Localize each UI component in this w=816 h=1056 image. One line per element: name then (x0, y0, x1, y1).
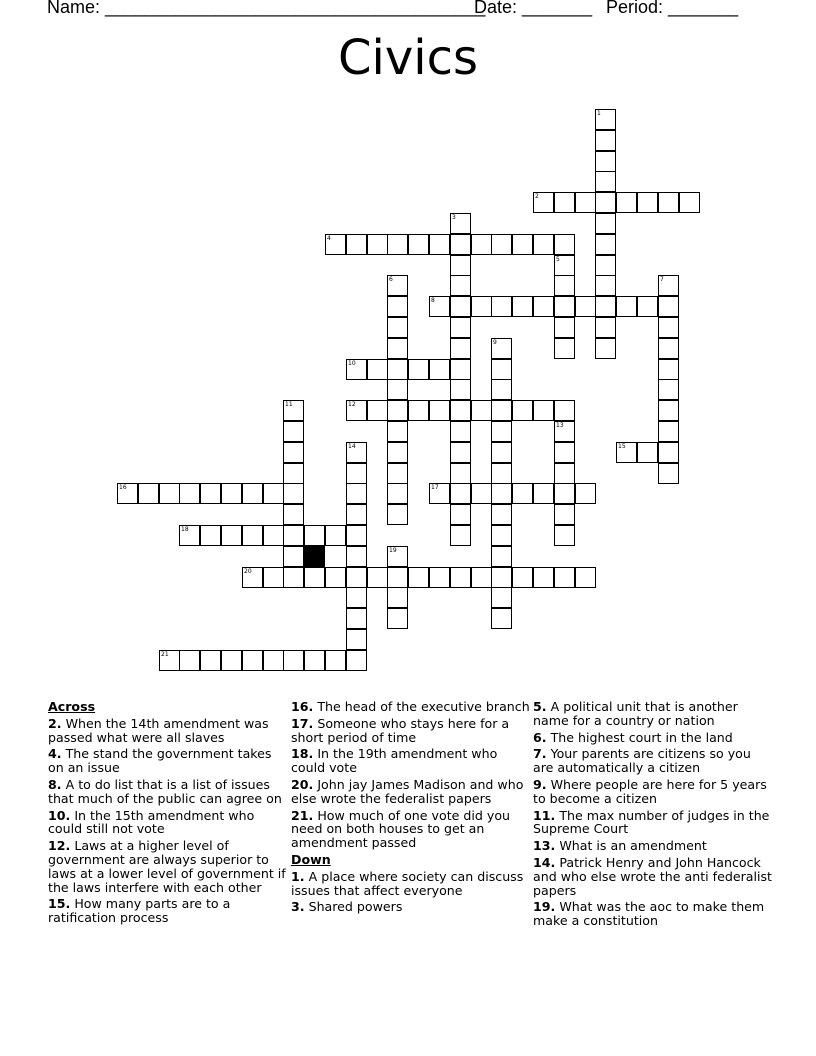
crossword-cell[interactable] (491, 463, 512, 484)
clue-item (48, 747, 288, 775)
crossword-cell[interactable] (179, 650, 200, 671)
crossword-cell[interactable] (637, 296, 658, 317)
crossword-cell[interactable] (637, 442, 658, 463)
crossword-cell[interactable] (491, 483, 512, 504)
crossword-cell[interactable] (387, 463, 408, 484)
crossword-cell[interactable] (554, 442, 575, 463)
crossword-cell[interactable] (450, 255, 471, 276)
crossword-cell[interactable] (283, 483, 304, 504)
crossword-cell[interactable] (595, 255, 616, 276)
crossword-cell[interactable] (491, 525, 512, 546)
crossword-cell[interactable] (450, 567, 471, 588)
crossword-cell[interactable] (471, 567, 492, 588)
crossword-cell[interactable] (387, 275, 408, 296)
clue-number: 18 (181, 526, 189, 533)
clue-text: Your parents are citizens so you are automatically a citizen (533, 746, 751, 776)
crossword-cell[interactable] (346, 504, 367, 525)
crossword-cell[interactable] (595, 109, 616, 130)
crossword-cell[interactable] (346, 608, 367, 629)
crossword-cell[interactable] (408, 234, 429, 255)
crossword-cell[interactable] (450, 234, 471, 255)
clue-number: 13 (556, 422, 564, 429)
crossword-cell[interactable] (200, 525, 221, 546)
crossword-cell[interactable] (387, 234, 408, 255)
clue-number-label: 8. (48, 776, 62, 792)
crossword-cell[interactable] (387, 587, 408, 608)
crossword-cell[interactable] (575, 192, 596, 213)
crossword-cell[interactable] (304, 567, 325, 588)
clue-number-label: 1. (291, 868, 305, 884)
crossword-cell[interactable] (346, 400, 367, 421)
crossword-cell[interactable] (346, 442, 367, 463)
crossword-cell[interactable] (658, 359, 679, 380)
clue-text: Laws at a higher level of government are always superior to laws at a lower level of government if the laws interfere with each other (48, 838, 286, 895)
clue-number-label: 17. (291, 715, 314, 731)
clue-text: Where people are here for 5 years to become a citizen (533, 776, 767, 806)
crossword-cell[interactable] (491, 504, 512, 525)
crossword-cell[interactable] (658, 379, 679, 400)
crossword-cell[interactable] (242, 525, 263, 546)
clue-item (533, 900, 773, 928)
crossword-cell[interactable] (637, 192, 658, 213)
crossword-cell[interactable] (491, 234, 512, 255)
crossword-cell[interactable] (221, 650, 242, 671)
crossword-cell[interactable] (242, 567, 263, 588)
crossword-cell[interactable] (200, 650, 221, 671)
crossword-cell[interactable] (387, 504, 408, 525)
clue-number-label: 2. (48, 715, 62, 731)
crossword-cell[interactable] (491, 567, 512, 588)
crossword-cell[interactable] (512, 483, 533, 504)
clues-column-1 (48, 700, 288, 928)
crossword-cell[interactable] (367, 567, 388, 588)
crossword-cell[interactable] (575, 567, 596, 588)
clue-text: What was the aoc to make them make a constitution (533, 899, 765, 929)
crossword-cell[interactable] (491, 379, 512, 400)
crossword-cell[interactable] (554, 463, 575, 484)
clue-item (48, 809, 288, 837)
clue-number: 21 (161, 651, 169, 658)
clue-text: In the 15th amendment who could still not vote (48, 807, 255, 837)
crossword-cell[interactable] (554, 317, 575, 338)
crossword-cell[interactable] (346, 483, 367, 504)
crossword-cell[interactable] (450, 504, 471, 525)
name-field-label: Name: ______________________________________ (47, 0, 486, 17)
crossword-cell[interactable] (221, 483, 242, 504)
crossword-cell[interactable] (533, 567, 554, 588)
crossword-cell[interactable] (283, 504, 304, 525)
crossword-cell[interactable] (491, 442, 512, 463)
clue-item (48, 717, 288, 745)
crossword-cell[interactable] (304, 525, 325, 546)
crossword-cell[interactable] (491, 296, 512, 317)
clue-item (48, 778, 288, 806)
clue-item (291, 870, 531, 898)
clue-text: How many parts are to a ratification process (48, 896, 231, 926)
clue-number: 9 (493, 339, 497, 346)
crossword-cell[interactable] (325, 567, 346, 588)
crossword-cell[interactable] (450, 483, 471, 504)
crossword-cell[interactable] (408, 567, 429, 588)
crossword-cell[interactable] (595, 213, 616, 234)
crossword-cell[interactable] (554, 192, 575, 213)
clue-item (291, 809, 531, 850)
crossword-cell[interactable] (554, 400, 575, 421)
crossword-cell[interactable] (117, 483, 138, 504)
crossword-cell[interactable] (554, 296, 575, 317)
crossword-cell[interactable] (658, 463, 679, 484)
crossword-cell[interactable] (595, 234, 616, 255)
crossword-cell[interactable] (408, 400, 429, 421)
crossword-cell[interactable] (408, 359, 429, 380)
crossword-cell[interactable] (179, 483, 200, 504)
clue-text: Shared powers (308, 899, 403, 915)
crossword-cell[interactable] (387, 442, 408, 463)
crossword-cell[interactable] (387, 317, 408, 338)
crossword-cell[interactable] (450, 296, 471, 317)
crossword-cell[interactable] (387, 546, 408, 567)
clue-number: 8 (431, 297, 435, 304)
crossword-cell[interactable] (554, 483, 575, 504)
crossword-cell[interactable] (616, 192, 637, 213)
clue-text: John jay James Madison and who else wrote the federalist papers (291, 776, 524, 806)
crossword-cell[interactable] (471, 483, 492, 504)
crossword-cell[interactable] (595, 171, 616, 192)
crossword-cell[interactable] (283, 463, 304, 484)
crossword-cell[interactable] (283, 546, 304, 567)
crossword-cell[interactable] (554, 234, 575, 255)
crossword-cell[interactable] (595, 192, 616, 213)
date-field-label: Date: _______ (474, 0, 593, 17)
crossword-cell[interactable] (512, 234, 533, 255)
crossword-cell[interactable] (367, 234, 388, 255)
crossword-cell[interactable] (554, 504, 575, 525)
period-field-label: Period: _______ (606, 0, 739, 17)
crossword-cell[interactable] (387, 421, 408, 442)
crossword-cell[interactable] (450, 442, 471, 463)
crossword-cell[interactable] (387, 567, 408, 588)
crossword-cell[interactable] (491, 338, 512, 359)
clue-number: 15 (618, 443, 626, 450)
clue-number-label: 5. (533, 699, 547, 714)
crossword-cell[interactable] (450, 275, 471, 296)
crossword-cell[interactable] (325, 650, 346, 671)
crossword-cell[interactable] (491, 587, 512, 608)
clue-text: The highest court in the land (550, 729, 733, 745)
crossword-cell[interactable] (595, 275, 616, 296)
crossword-cell[interactable] (387, 296, 408, 317)
crossword-cell[interactable] (283, 525, 304, 546)
crossword-cell[interactable] (346, 650, 367, 671)
crossword-cell[interactable] (554, 255, 575, 276)
crossword-cell[interactable] (533, 192, 554, 213)
clue-number: 7 (660, 276, 664, 283)
clue-item (48, 897, 288, 925)
clue-item (291, 900, 531, 914)
crossword-cell[interactable] (616, 296, 637, 317)
clue-text: What is an amendment (559, 838, 707, 854)
clue-item (533, 747, 773, 775)
crossword-cell[interactable] (450, 379, 471, 400)
clue-item (291, 778, 531, 806)
crossword-cell[interactable] (429, 234, 450, 255)
crossword-cell[interactable] (450, 317, 471, 338)
clue-text: A to do list that is a list of issues that much of the public can agree on (48, 776, 282, 806)
clue-text: The stand the government takes on an issue (48, 746, 272, 776)
clue-text: Patrick Henry and John Hancock and who else wrote the anti federalist papers (533, 854, 772, 898)
clue-number: 5 (556, 256, 560, 263)
crossword-cell[interactable] (283, 421, 304, 442)
crossword-cell[interactable] (658, 296, 679, 317)
crossword-cell[interactable] (283, 650, 304, 671)
crossword-cell[interactable] (471, 296, 492, 317)
crossword-cell[interactable] (471, 234, 492, 255)
crossword-cell[interactable] (283, 442, 304, 463)
clues-column-2 (291, 700, 531, 917)
clue-number-label: 11. (533, 807, 556, 823)
clue-number-label: 14. (533, 854, 556, 870)
crossword-cell[interactable] (575, 483, 596, 504)
clue-text: The head of the executive branch (317, 699, 530, 714)
crossword-cell[interactable] (263, 567, 284, 588)
crossword-cell[interactable] (242, 650, 263, 671)
clue-item (291, 747, 531, 775)
crossword-cell[interactable] (387, 608, 408, 629)
clue-number-label: 3. (291, 899, 305, 915)
crossword-cell[interactable] (138, 483, 159, 504)
clue-item (291, 717, 531, 745)
crossword-cell[interactable] (658, 192, 679, 213)
crossword-cell[interactable] (159, 650, 180, 671)
crossword-cell[interactable] (575, 296, 596, 317)
clue-number: 6 (389, 276, 393, 283)
clue-number-label: 7. (533, 746, 547, 762)
crossword-cell[interactable] (554, 567, 575, 588)
crossword-cell[interactable] (179, 525, 200, 546)
crossword-cell[interactable] (595, 151, 616, 172)
crossword-cell[interactable] (554, 338, 575, 359)
crossword-cell[interactable] (595, 338, 616, 359)
clue-number: 12 (348, 401, 356, 408)
crossword-cell[interactable] (387, 379, 408, 400)
clue-number: 16 (119, 484, 127, 491)
clue-item (533, 809, 773, 837)
crossword-cell[interactable] (491, 359, 512, 380)
crossword-cell[interactable] (325, 525, 346, 546)
crossword-cell[interactable] (221, 525, 242, 546)
crossword-cell[interactable] (512, 400, 533, 421)
crossword-cell[interactable] (263, 525, 284, 546)
clue-number: 17 (431, 484, 439, 491)
crossword-cell[interactable] (658, 275, 679, 296)
crossword-cell[interactable] (658, 338, 679, 359)
crossword-cell[interactable] (304, 650, 325, 671)
clue-number-label: 20. (291, 776, 314, 792)
clue-number-label: 18. (291, 746, 314, 762)
clue-text: When the 14th amendment was passed what were all slaves (48, 715, 269, 745)
clue-item (291, 700, 531, 714)
crossword-cell[interactable] (658, 421, 679, 442)
crossword-cell[interactable] (159, 483, 180, 504)
crossword-cell[interactable] (450, 213, 471, 234)
crossword-cell[interactable] (346, 587, 367, 608)
crossword-cell[interactable] (346, 525, 367, 546)
crossword-cell[interactable] (491, 421, 512, 442)
crossword-cell[interactable] (450, 463, 471, 484)
clue-text: Someone who stays here for a short period of time (291, 715, 510, 745)
clue-number-label: 4. (48, 746, 62, 762)
crossword-cell[interactable] (429, 296, 450, 317)
clue-number-label: 9. (533, 776, 547, 792)
clue-number-label: 6. (533, 729, 547, 745)
clue-number: 20 (244, 568, 252, 575)
crossword-cell[interactable] (367, 359, 388, 380)
clue-item (48, 839, 288, 894)
crossword-cell[interactable] (533, 234, 554, 255)
crossword-cell[interactable] (346, 234, 367, 255)
crossword-cell[interactable] (325, 234, 346, 255)
crossword-cell[interactable] (471, 400, 492, 421)
clue-number-label: 19. (533, 899, 556, 915)
clue-number: 2 (535, 193, 539, 200)
crossword-cell[interactable] (346, 567, 367, 588)
crossword-cell[interactable] (491, 546, 512, 567)
crossword-cell[interactable] (450, 400, 471, 421)
crossword-cell[interactable] (554, 525, 575, 546)
crossword-cell[interactable] (595, 130, 616, 151)
clue-item (533, 731, 773, 745)
crossword-cell[interactable] (595, 317, 616, 338)
crossword-cell[interactable] (450, 525, 471, 546)
crossword-cell[interactable] (595, 296, 616, 317)
clue-number: 4 (327, 235, 331, 242)
clue-text: A political unit that is another name for a country or nation (533, 699, 738, 728)
crossword-cell[interactable] (200, 483, 221, 504)
clue-item (533, 778, 773, 806)
clues-column-3 (533, 700, 773, 931)
clue-number-label: 10. (48, 807, 71, 823)
crossword-cell[interactable] (263, 650, 284, 671)
clue-number: 3 (452, 214, 456, 221)
across-heading: Across (48, 699, 96, 714)
crossword-cell[interactable] (429, 483, 450, 504)
clue-number-label: 21. (291, 807, 314, 823)
crossword-cell[interactable] (429, 400, 450, 421)
crossword-cell[interactable] (346, 359, 367, 380)
crossword-cell[interactable] (346, 629, 367, 650)
crossword-cell[interactable] (491, 608, 512, 629)
crossword-cell[interactable] (429, 359, 450, 380)
crossword-cell[interactable] (533, 483, 554, 504)
clue-number-label: 15. (48, 896, 71, 912)
clue-text: How much of one vote did you need on both houses to get an amendment passed (291, 807, 511, 851)
clue-text: In the 19th amendment who could vote (291, 746, 498, 776)
clue-number-label: 16. (291, 699, 314, 714)
clue-text: A place where society can discuss issues that affect everyone (291, 868, 524, 898)
crossword-cell[interactable] (263, 483, 284, 504)
crossword-cell[interactable] (450, 359, 471, 380)
clue-number-label: 12. (48, 838, 71, 854)
crossword-cell[interactable] (346, 463, 367, 484)
clue-number: 11 (285, 401, 293, 408)
crossword-cell[interactable] (450, 338, 471, 359)
crossword-cell[interactable] (533, 296, 554, 317)
crossword-cell[interactable] (512, 567, 533, 588)
crossword-cell[interactable] (283, 400, 304, 421)
clue-number: 14 (348, 443, 356, 450)
crossword-cell[interactable] (429, 567, 450, 588)
crossword-cell[interactable] (387, 338, 408, 359)
crossword-cell[interactable] (367, 400, 388, 421)
clue-item (533, 856, 773, 897)
crossword-cell[interactable] (346, 546, 367, 567)
crossword-cell[interactable] (283, 567, 304, 588)
down-heading: Down (291, 851, 331, 867)
crossword-cell[interactable] (533, 400, 554, 421)
crossword-black-cell (304, 546, 325, 567)
crossword-cell[interactable] (242, 483, 263, 504)
crossword-cell[interactable] (658, 400, 679, 421)
crossword-cell[interactable] (554, 421, 575, 442)
crossword-cell[interactable] (658, 317, 679, 338)
crossword-cell[interactable] (387, 400, 408, 421)
clue-item (533, 700, 773, 728)
clue-number: 1 (597, 110, 601, 117)
crossword-cell[interactable] (387, 359, 408, 380)
clue-text: The max number of judges in the Supreme Court (533, 807, 770, 837)
crossword-cell[interactable] (512, 296, 533, 317)
crossword-cell[interactable] (658, 442, 679, 463)
crossword-cell[interactable] (554, 275, 575, 296)
clue-number-label: 13. (533, 838, 556, 854)
clue-number: 19 (389, 547, 397, 554)
crossword-cell[interactable] (616, 442, 637, 463)
clue-number: 10 (348, 360, 356, 367)
crossword-cell[interactable] (679, 192, 700, 213)
page-title: Civics (338, 30, 478, 86)
crossword-cell[interactable] (387, 483, 408, 504)
clue-item (533, 839, 773, 853)
crossword-cell[interactable] (491, 400, 512, 421)
crossword-cell[interactable] (450, 421, 471, 442)
